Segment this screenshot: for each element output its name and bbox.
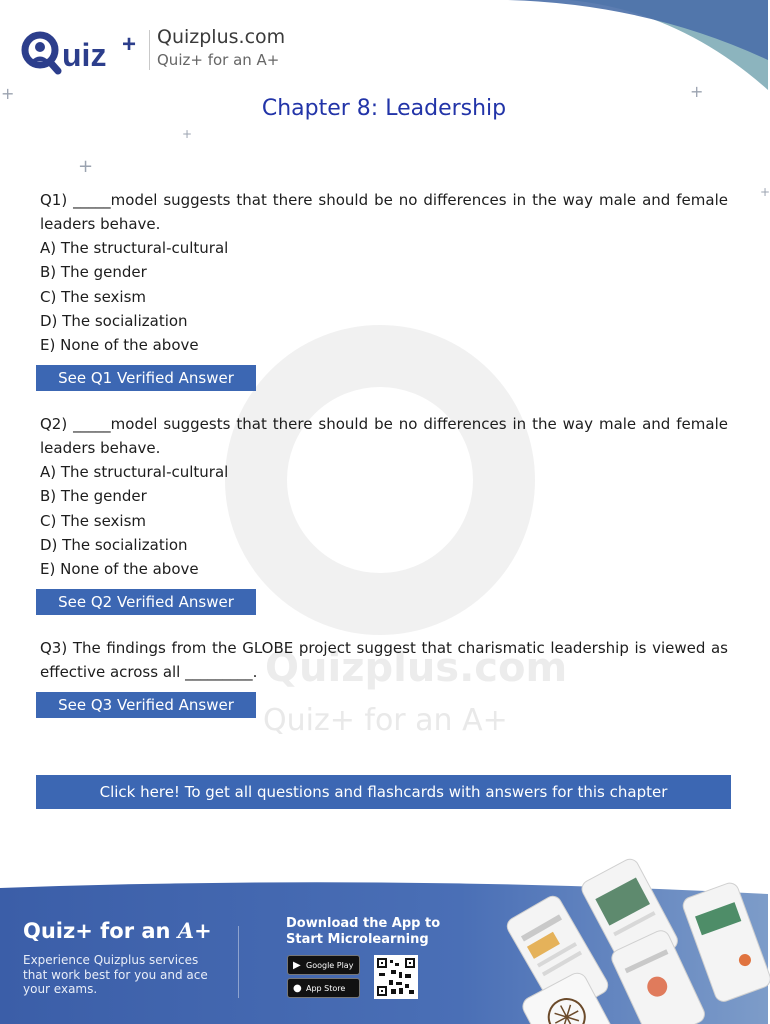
svg-text:uiz: uiz xyxy=(62,37,107,73)
option-a: A) The structural-cultural xyxy=(40,239,229,257)
brand-divider xyxy=(149,30,150,70)
option-b: B) The gender xyxy=(40,263,147,282)
option-a: A) The structural-cultural xyxy=(40,463,229,481)
download-app-text: Download the App to Start Microlearning xyxy=(286,916,441,947)
google-play-button[interactable]: ▶ Google Play xyxy=(287,955,360,975)
quizplus-logo-icon[interactable] xyxy=(18,26,148,78)
option-e: E) None of the above xyxy=(40,560,199,579)
app-store-button[interactable]: ● App Store xyxy=(287,978,360,998)
see-answer-button[interactable]: See Q2 Verified Answer xyxy=(36,589,256,615)
option-d: D) The socialization xyxy=(40,535,188,554)
svg-text:+: + xyxy=(122,31,137,58)
watermark-name: Quizplus.com xyxy=(265,645,568,691)
app-phones-illustration xyxy=(500,880,768,1024)
question-3 xyxy=(40,636,728,718)
question-text: Q1) _____model suggests that there should be no differences in the way male and female leaders behave. xyxy=(40,191,728,233)
option-d: D) The socialization xyxy=(40,311,188,330)
option-b: B) The gender xyxy=(40,487,147,506)
question-text: Q2) _____model suggests that there should be no differences in the way male and female leaders behave. xyxy=(40,415,728,457)
plus-decoration-icon: + xyxy=(760,185,770,199)
footer-tagline: Quiz+ for an A+ xyxy=(23,918,212,943)
plus-decoration-icon: + xyxy=(78,156,94,177)
question-2 xyxy=(40,412,728,615)
question-text: Q3) The findings from the GLOBE project suggest that charismatic leadership is viewed as effective across all _________. xyxy=(40,639,728,681)
chapter-title: Chapter 8: Leadership xyxy=(261,96,507,121)
option-c: C) The sexism xyxy=(40,287,147,306)
watermark-tagline: Quiz+ for an A+ xyxy=(263,703,508,738)
plus-decoration-icon: + xyxy=(1,84,15,103)
brand-tagline: Quiz+ for an A+ xyxy=(157,51,280,69)
footer-description: Experience Quizplus services that work best for you and ace your exams. xyxy=(23,953,208,996)
footer-divider xyxy=(238,926,239,998)
see-answer-button[interactable]: See Q3 Verified Answer xyxy=(36,692,256,718)
question-1 xyxy=(40,188,728,391)
google-play-icon: ▶ xyxy=(293,960,301,971)
footer-banner xyxy=(0,880,768,1024)
qr-code-icon[interactable] xyxy=(374,955,418,999)
option-e: E) None of the above xyxy=(40,336,199,355)
top-decoration xyxy=(508,0,768,110)
plus-decoration-icon: + xyxy=(690,82,704,101)
apple-icon: ● xyxy=(293,983,302,994)
brand-name[interactable]: Quizplus.com xyxy=(157,26,286,48)
plus-decoration-icon: + xyxy=(182,127,193,141)
all-questions-button[interactable]: Click here! To get all questions and flashcards with answers for this chapter xyxy=(36,775,731,809)
see-answer-button[interactable]: See Q1 Verified Answer xyxy=(36,365,256,391)
option-c: C) The sexism xyxy=(40,511,147,530)
